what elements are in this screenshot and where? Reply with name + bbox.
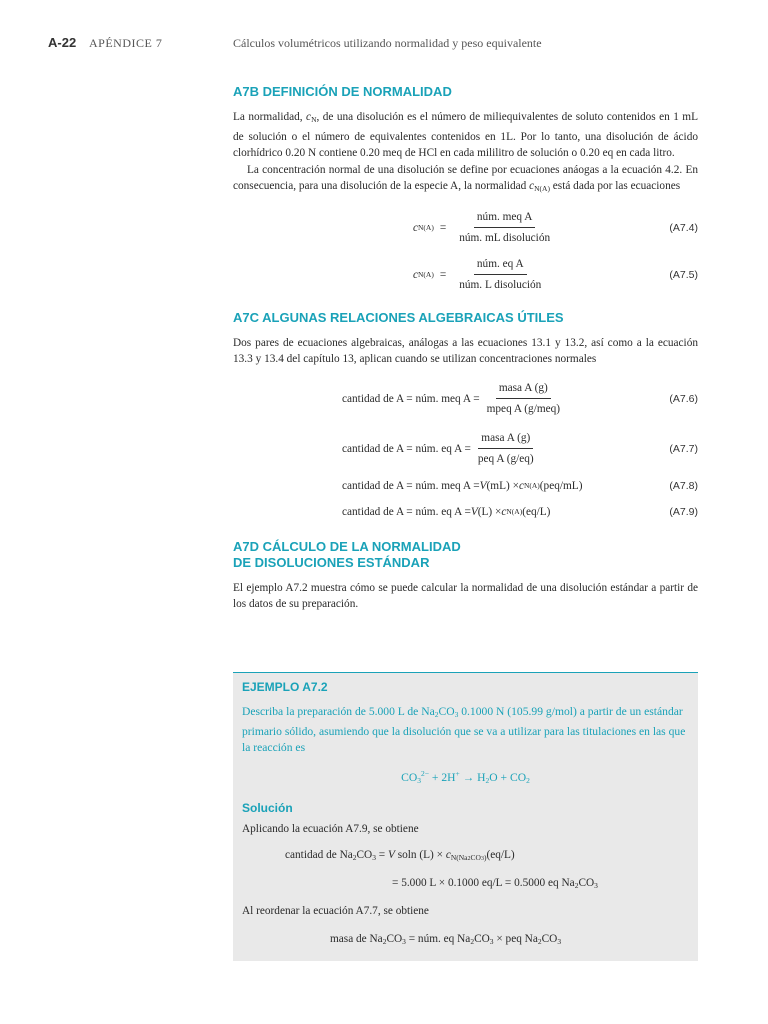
solution-calc-2: = 5.000 L × 0.1000 eq/L = 0.5000 eq $Na_2CO_3$ bbox=[392, 877, 598, 890]
equation-a7-8: cantidad de A = núm. meq A = V (mL) × c N(A) (peq/mL) (A7.8) bbox=[342, 479, 698, 492]
example-title: EJEMPLO A7.2 bbox=[242, 680, 328, 694]
equation-a7-6: cantidad de A = núm. meq A = $\frac{\text{masa A (g)}}{\text{mpeq A (g/meq)}}$ (A7.6) bbox=[342, 381, 698, 415]
equation-number: (A7.6) bbox=[669, 392, 698, 405]
equation-a7-4: c N(A) = $\frac{\text{núm. meq A}}{\text{núm. mL disolución}}$ (A7.4) bbox=[413, 210, 698, 244]
solution-calc-3: masa de $Na_2CO_3$ = núm. eq $Na_2CO_3$ × peq $Na_2CO_3$ bbox=[330, 933, 562, 946]
running-title: Cálculos volumétricos utilizando normalidad y peso equivalente bbox=[233, 36, 542, 50]
equation-number: (A7.7) bbox=[669, 442, 698, 455]
section-a7b-paragraph-2: La concentración normal de una disolución se define por ecuaciones anáogas a la ecuación 4.2. En consecuencia, para una disolución de la especie A, la normalidad $c_{N(A)}$ está dada por las ecuaciones bbox=[233, 163, 698, 193]
section-a7c-title: A7C ALGUNAS RELACIONES ALGEBRAICAS ÚTILES bbox=[233, 309, 564, 325]
section-a7c-intro: Dos pares de ecuaciones algebraicas, análogas a las ecuaciones 13.1 y 13.2, así como a la ecuación 13.3 y 13.4 del capítulo 13, aplican cuando se utilizan concentraciones normales bbox=[233, 336, 698, 365]
solution-title: Solución bbox=[242, 801, 293, 815]
equation-number: (A7.9) bbox=[669, 505, 698, 518]
section-a7d-text: El ejemplo A7.2 muestra cómo se puede calcular la normalidad de una disolución estándar a partir de los datos de su preparación. bbox=[233, 581, 698, 610]
appendix-label: APÉNDICE 7 bbox=[89, 36, 163, 50]
main-content bbox=[233, 84, 698, 613]
solution-line-2: Al reordenar la ecuación A7.7, se obtiene bbox=[242, 905, 429, 917]
equation-a7-9: cantidad de A = núm. eq A = V (L) × c N(A) (eq/L) (A7.9) bbox=[342, 505, 698, 518]
equation-number: (A7.5) bbox=[669, 268, 698, 281]
solution-calc-1: cantidad de $Na_2CO_3 = V$ soln $(L) \times c_{N(Na2CO3)}(eq/L)$ bbox=[285, 849, 515, 862]
example-box bbox=[233, 672, 698, 961]
section-a7b-paragraph-1: La normalidad, $c_N$, de una disolución es el número de miliequivalentes de soluto contenidos en 1 mL de solución o el número de equivalentes contenidos en 1L. Por lo tanto, una disolución de ácido clorhídrico 0.20 N contiene 0.20 meq de HCl en cada mililitro de solución o 0.20 eq en cada litro. bbox=[233, 111, 698, 159]
page-header bbox=[0, 0, 768, 60]
solution-line-1: Aplicando la ecuación A7.9, se obtiene bbox=[242, 823, 419, 835]
example-problem: Describa la preparación de 5.000 L de $Na_2CO_3$ 0.1000 N (105.99 g/mol) a partir de un estándar primario sólido, asumiendo que la disolución que se va a utilizar para las titulaciones en las que la reacción es bbox=[242, 705, 686, 754]
equation-number: (A7.4) bbox=[669, 221, 698, 234]
section-a7b-title: A7B DEFINICIÓN DE NORMALIDAD bbox=[233, 84, 452, 99]
equation-a7-5: c N(A) = $\frac{\text{núm. eq A}}{\text{núm. L disolución}}$ (A7.5) bbox=[413, 257, 698, 291]
section-a7d-title: A7D CÁLCULO DE LA NORMALIDAD DE DISOLUCIONES ESTÁNDAR bbox=[233, 538, 461, 570]
example-reaction: $CO_3^{2-} + 2H^+ \to H_2O + CO_2$ bbox=[401, 769, 530, 785]
equation-number: (A7.8) bbox=[669, 479, 698, 492]
equation-a7-7: cantidad de A = núm. eq A = $\frac{\text{masa A (g)}}{\text{peq A (g/eq)}}$ (A7.7) bbox=[342, 431, 698, 465]
page-number: A-22 bbox=[48, 35, 77, 50]
